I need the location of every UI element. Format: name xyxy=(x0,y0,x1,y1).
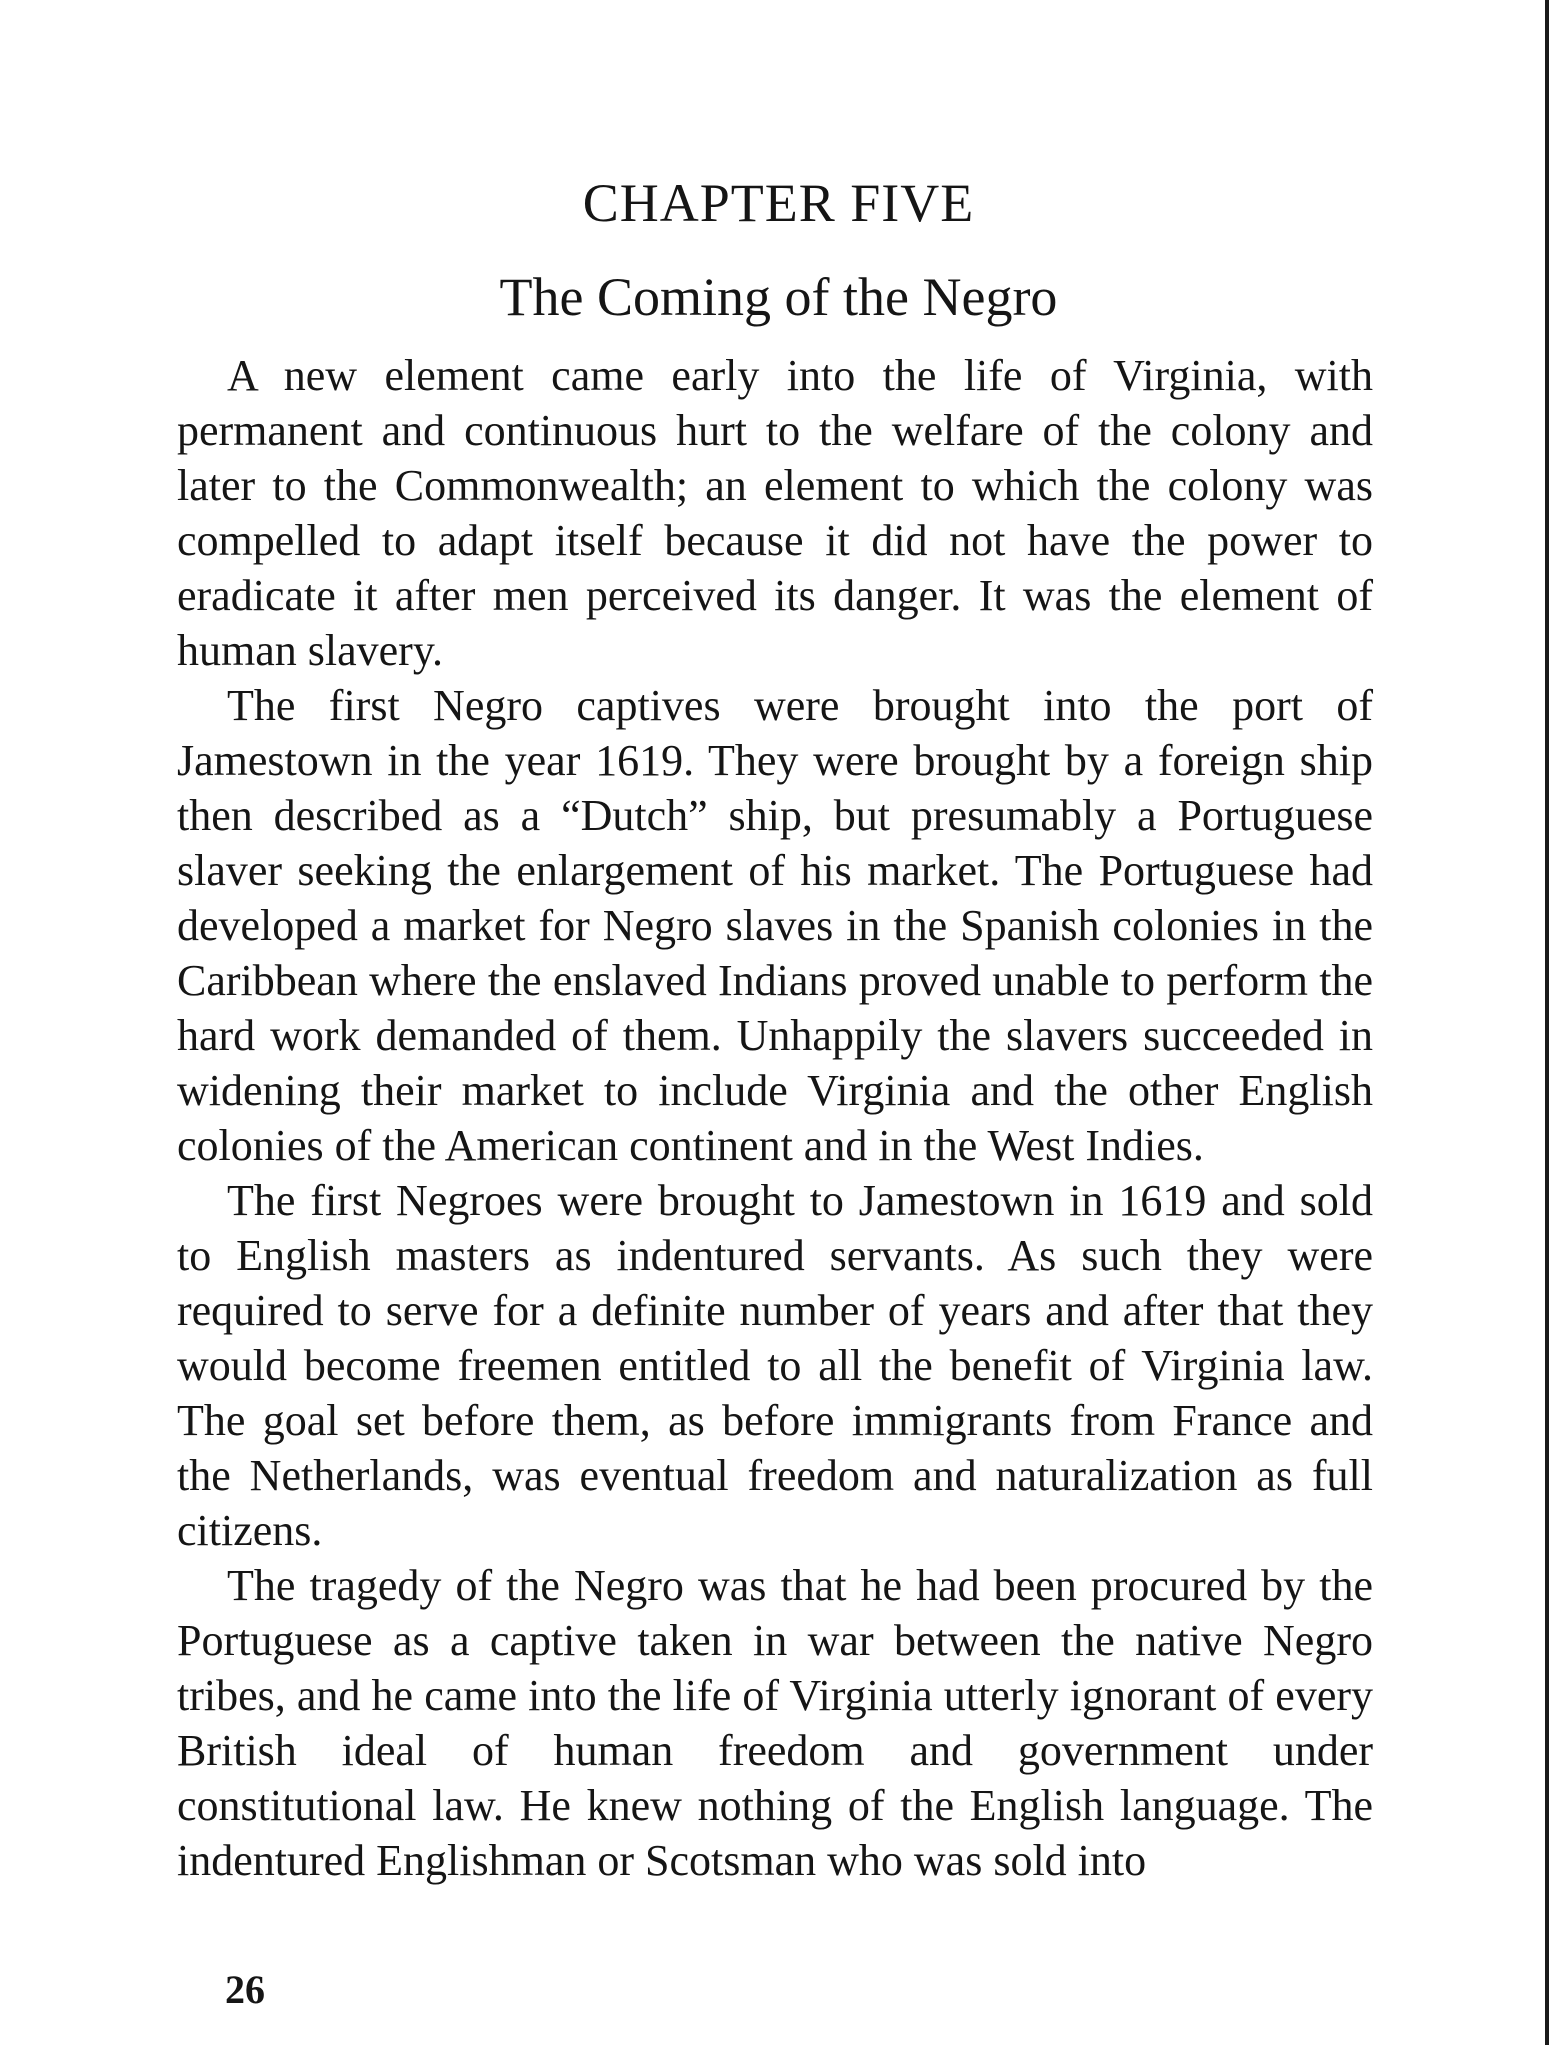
page-number: 26 xyxy=(225,1967,265,2012)
body-text xyxy=(177,348,1373,1888)
paragraph: The first Negro captives were brought into the port of Jamestown in the year 1619. They were brought by a foreign ship then described as a “Dutch” ship, but presumably a Portuguese slaver seeking the enlargement of his market. The Portuguese had developed a market for Negro slaves in the Spanish colonies in the Caribbean where the enslaved Indians proved unable to perform the hard work demanded of them. Unhappily the slavers succeeded in widening their market to include Virginia and the other English colonies of the American continent and in the West Indies. xyxy=(177,681,1373,1170)
paragraph: A new element came early into the life of Virginia, with permanent and continuous hurt to the welfare of the colony and later to the Commonwealth; an element to which the colony was compelled to adapt itself because it did not have the power to eradicate it after men perceived its danger. It was the element of human slavery. xyxy=(177,351,1373,675)
paragraph: The tragedy of the Negro was that he had been procured by the Portuguese as a captive taken in war between the native Negro tribes, and he came into the life of Virginia utterly ignorant of every British ideal of human freedom and government under constitutional law. He knew nothing of the English language. The indentured Englishman or Scotsman who was sold into xyxy=(177,1561,1373,1885)
paragraph: The first Negroes were brought to Jamestown in 1619 and sold to English masters as indentured servants. As such they were required to serve for a definite number of years and after that they would become freemen entitled to all the benefit of Virginia law. The goal set before them, as before immigrants from France and the Netherlands, was eventual freedom and naturalization as full citizens. xyxy=(177,1176,1373,1555)
chapter-title: The Coming of the Negro xyxy=(499,267,1058,327)
chapter-heading: CHAPTER FIVE xyxy=(582,173,975,233)
